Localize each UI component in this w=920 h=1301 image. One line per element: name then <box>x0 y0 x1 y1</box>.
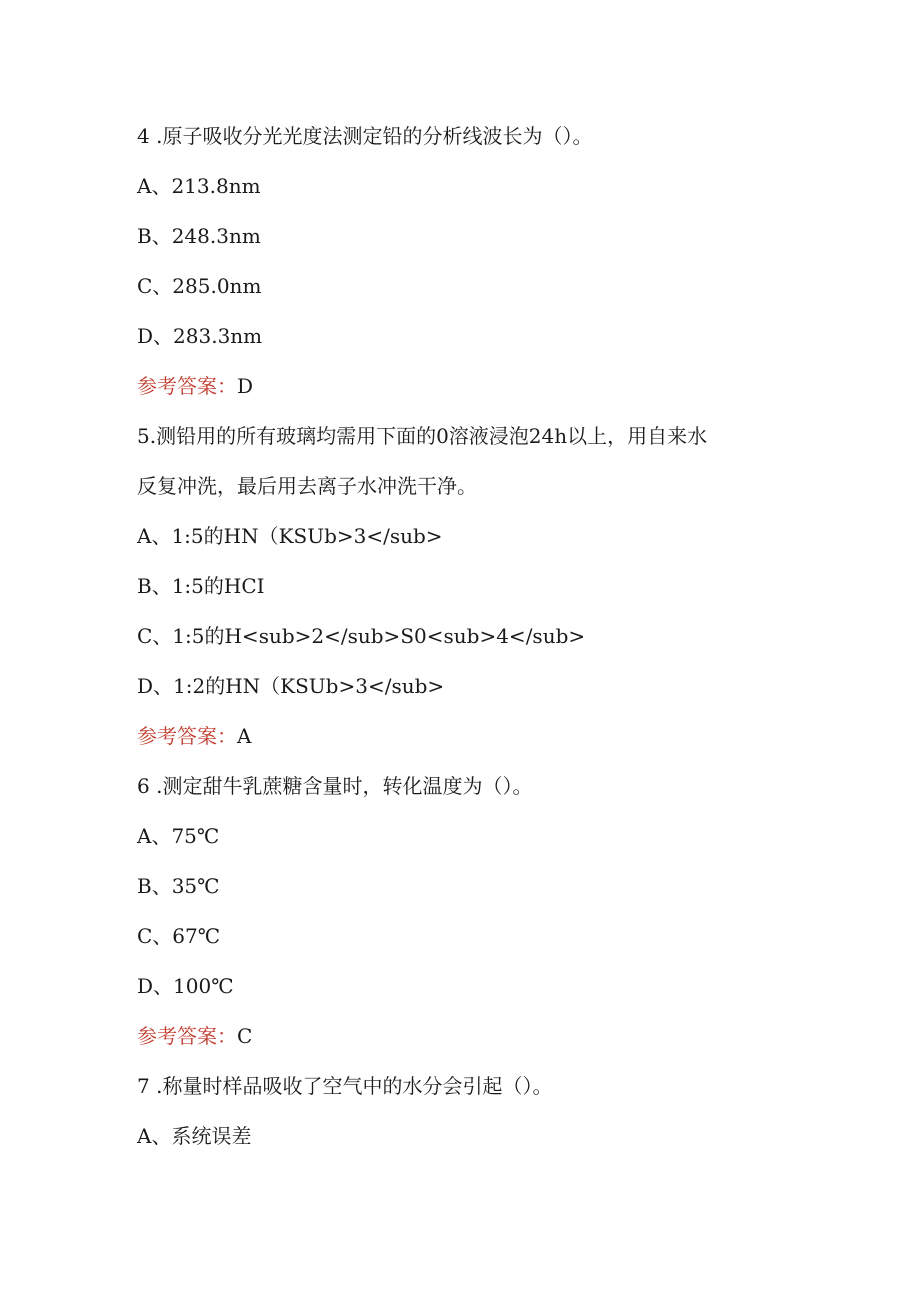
question-4-answer <box>137 372 837 400</box>
answer-value: C <box>237 1024 253 1048</box>
question-4-option-d: D、283.3nm <box>137 324 263 348</box>
question-5-option-b: B、1:5的HCI <box>137 574 265 598</box>
question-4-option-b: B、248.3nm <box>137 224 261 248</box>
question-5-answer <box>137 722 837 750</box>
question-4-option-a: A、213.8nm <box>137 174 261 198</box>
answer-label: 参考答案： <box>137 374 237 398</box>
question-5-stem-line-2: 反复冲洗，最后用去离子水冲洗干净。 <box>137 474 477 498</box>
question-5-option-c: C、1:5的H<sub>2</sub>S0<sub>4</sub> <box>137 624 586 648</box>
question-6-answer <box>137 1022 837 1050</box>
question-6-option-b: B、35℃ <box>137 874 220 898</box>
question-6-option-d: D、100℃ <box>137 974 234 998</box>
question-4-stem: 4 .原子吸收分光光度法测定铅的分析线波长为（）。 <box>137 124 593 148</box>
question-7-stem: 7 .称量时样品吸收了空气中的水分会引起（）。 <box>137 1074 553 1098</box>
answer-value: D <box>237 374 254 398</box>
question-4-option-c: C、285.0nm <box>137 274 262 298</box>
answer-label: 参考答案： <box>137 724 237 748</box>
question-5-option-a: A、1:5的HN（KSUb>3</sub> <box>137 524 443 548</box>
question-5-option-d: D、1:2的HN（KSUb>3</sub> <box>137 674 445 698</box>
question-6-option-c: C、67℃ <box>137 924 221 948</box>
question-7-option-a: A、系统误差 <box>137 1124 252 1148</box>
question-5-stem-line-1: 5.测铅用的所有玻璃均需用下面的0溶液浸泡24h以上，用自来水 <box>137 424 708 448</box>
answer-label: 参考答案： <box>137 1024 237 1048</box>
question-6-option-a: A、75℃ <box>137 824 220 848</box>
answer-value: A <box>237 724 252 748</box>
question-6-stem: 6 .测定甜牛乳蔗糖含量时，转化温度为（）。 <box>137 774 533 798</box>
